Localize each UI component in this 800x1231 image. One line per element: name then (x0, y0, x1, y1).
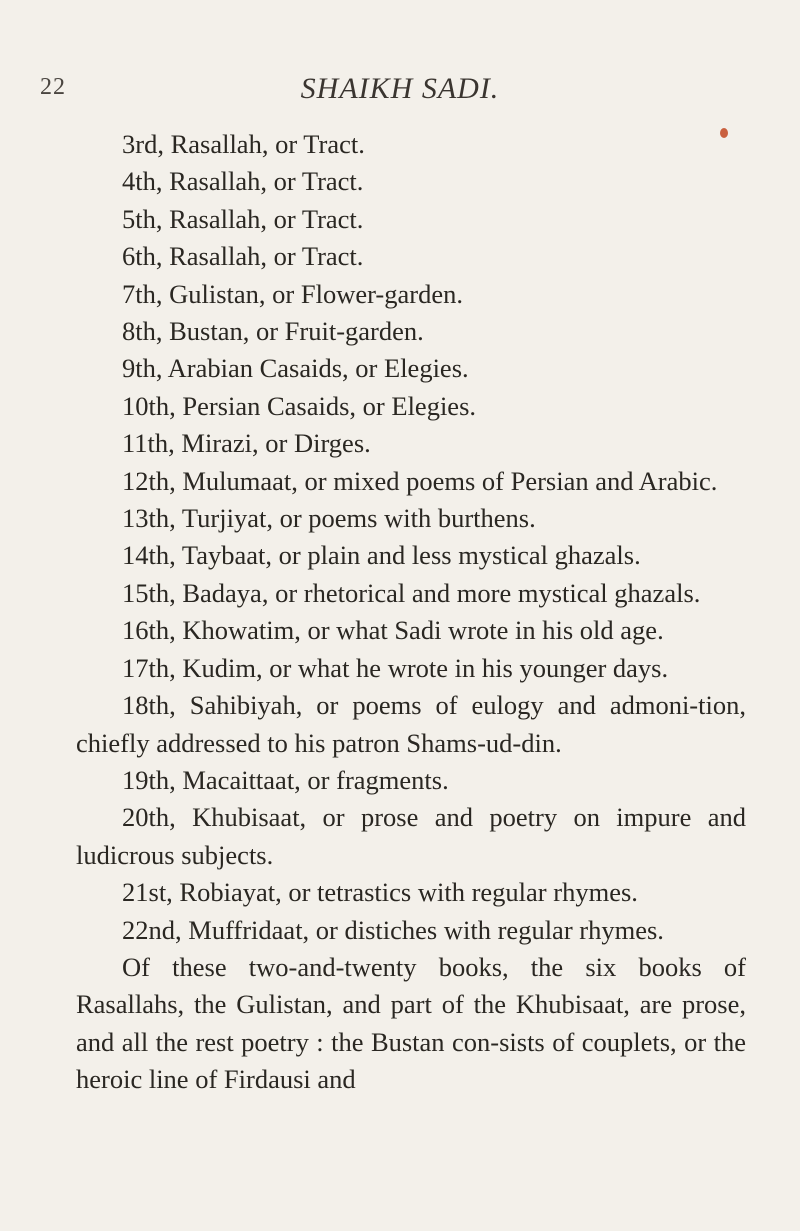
list-item: 19th, Macaittaat, or fragments. (122, 764, 449, 795)
list-item: 12th, Mulumaat, or mixed poems of Persian and Arabic. (122, 465, 718, 496)
list-item: 4th, Rasallah, or Tract. (122, 166, 364, 197)
list-item: 18th, Sahibiyah, or poems of eulogy and admoni-tion, chiefly addressed to his patron Shams-ud-din. (76, 690, 746, 758)
list-item: 17th, Kudim, or what he wrote in his younger days. (122, 652, 669, 683)
list-item: 16th, Khowatim, or what Sadi wrote in his old age. (122, 615, 664, 646)
list-item: 9th, Arabian Casaids, or Elegies. (122, 353, 469, 384)
closing-paragraph: Of these two-and-twenty books, the six books of Rasallahs, the Gulistan, and part of the Khubisaat, are prose, and all the rest poetry : the Bustan con-sists of couplets, or the heroic line of Firdausi and (76, 951, 746, 1095)
list-item: 8th, Bustan, or Fruit-garden. (122, 316, 424, 347)
list-item: 11th, Mirazi, or Dirges. (122, 428, 371, 459)
list-item: 6th, Rasallah, or Tract. (122, 241, 364, 272)
list-item: 5th, Rasallah, or Tract. (122, 203, 364, 234)
list-item: 15th, Badaya, or rhetorical and more mystical ghazals. (122, 577, 701, 608)
list-item: 13th, Turjiyat, or poems with burthens. (122, 503, 536, 534)
body-text (76, 126, 746, 1099)
list-item: 20th, Khubisaat, or prose and poetry on impure and ludicrous subjects. (76, 802, 746, 870)
page-number: 22 (40, 74, 66, 100)
list-item: 22nd, Muffridaat, or distiches with regular rhymes. (122, 914, 664, 945)
list-item: 3rd, Rasallah, or Tract. (122, 129, 365, 159)
list-item: 10th, Persian Casaids, or Elegies. (122, 390, 477, 421)
running-head: SHAIKH SADI. (300, 72, 500, 105)
list-item: 21st, Robiayat, or tetrastics with regular rhymes. (122, 877, 638, 908)
list-item: 7th, Gulistan, or Flower-garden. (122, 278, 463, 309)
list-item: 14th, Taybaat, or plain and less mystical ghazals. (122, 540, 641, 571)
